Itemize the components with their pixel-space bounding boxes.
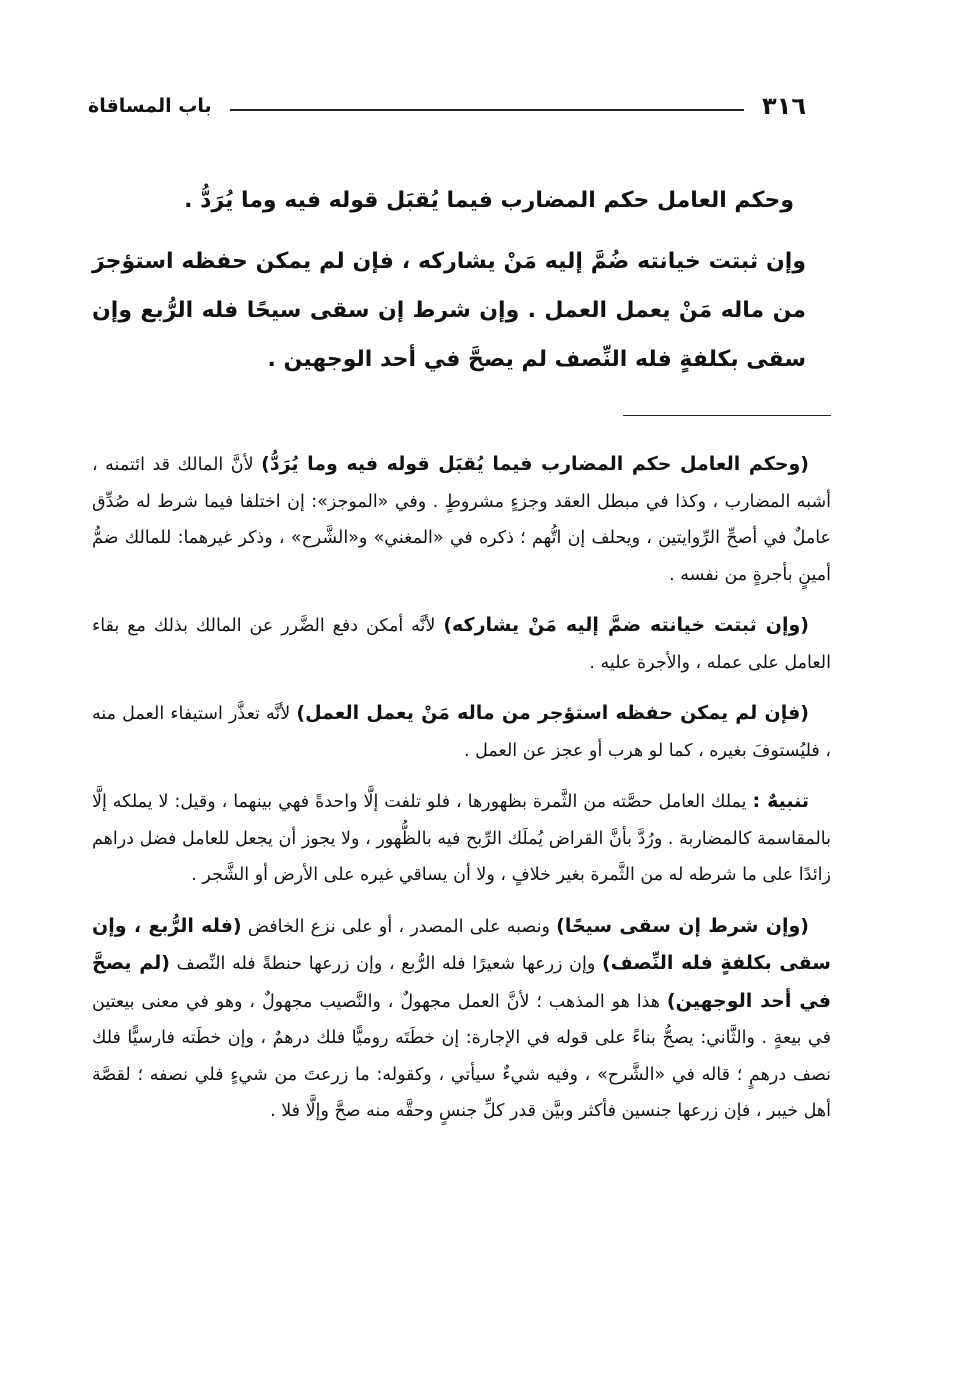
quoted-text: (فإن لم يمكن حفظه استؤجر من ماله مَنْ يعمل العمل): [296, 702, 809, 724]
main-text-paragraph: وحكم العامل حكم المضارب فيما يُقبَل قوله فيه وما يُرَدُّ .: [184, 188, 794, 213]
quoted-text: (وحكم العامل حكم المضارب فيما يُقبَل قوله فيه وما يُرَدُّ): [261, 453, 809, 475]
commentary-text: لأنَّه تعذَّر استيفاء العمل منه ، فليُستوفَ بغيره ، كما لو هرب أو عجز عن العمل .: [92, 704, 831, 761]
quoted-text: (فله الرُّبع ، وإن سقى بكلفةٍ فله النِّصف): [92, 914, 831, 974]
commentary-text: هذا هو المذهب ؛ لأنَّ العمل مجهولٌ ، والنَّصيب مجهولٌ ، وهو في معنى بيعتين في بيعةٍ . والثَّاني: يصحُّ بناءً على قوله في الإجارة: إن خطَتَه روميًّا فلك درهمٌ ، وإن خطَته فارسيًّا فلك نصف درهمٍ ؛ قاله في «الشَّرح» ، وفيه شيءٌ سيأتي ، وكقوله: ما زرعتَ من شيءٍ فلي نصفه ؛ لقصَّة أهل خيبر ، فإن زرعها جنسين فأكثر وبيَّن قدر كلِّ جنسٍ وحقَّه منه صحَّ وإلَّا فلا .: [92, 991, 831, 1121]
note-label: تنبيهٌ :: [752, 790, 809, 812]
header-rule: [230, 109, 744, 111]
commentary-paragraph: [92, 695, 831, 769]
commentary-text: يملك العامل حصَّته من الثَّمرة بظهورها ، فلو تلفت إلَّا واحدةً فهي بينهما ، وقيل: لا يملكه إلَّا بالمقاسمة كالمضاربة . ورُدَّ بأنَّ القراض يُملَك الرِّبح فيه بالظُّهور ، ولا يجوز أن يجعل للعامل فضل دراهم زائدًا على ما شرطه له من الثَّمرة بغير خلافٍ ، ولا أن يساقي غيره على الأرض أو الشَّجر .: [92, 792, 831, 885]
commentary-paragraph: [92, 908, 831, 1130]
commentary: [92, 446, 831, 1144]
commentary-text: وإن زرعها شعيرًا فله الرُّبع ، وإن زرعها حنطةً فله النِّصف: [169, 954, 602, 974]
page-header: [88, 86, 806, 126]
commentary-paragraph: [92, 446, 831, 593]
commentary-text: ونصبه على المصدر ، أو على نزع الخافض: [241, 916, 557, 937]
quoted-text: (لم يصحَّ في أحد الوجهين): [92, 952, 831, 1012]
main-text-paragraph: وإن ثبتت خيانته ضُمَّ إليه مَنْ يشاركه ، فإن لم يمكن حفظه استؤجرَ من ماله مَنْ يعمل العمل . وإن شرط إن سقى سيحًا فله الرُّبع وإن سقى بكلفةٍ فله النِّصف لم يصحَّ في أحد الوجهين .: [92, 249, 806, 372]
commentary-text: لأنَّه أمكن دفع الضَّرر عن المالك بذلك مع بقاء العامل على عمله ، والأجرة عليه .: [92, 616, 831, 673]
commentary-paragraph: [92, 783, 831, 894]
quoted-text: (وإن شرط إن سقى سيحًا): [556, 914, 809, 937]
commentary-paragraph: [92, 607, 831, 681]
quoted-text: (وإن ثبتت خيانته ضمَّ إليه مَنْ يشاركه): [443, 614, 809, 636]
chapter-title: باب المساقاة: [88, 95, 212, 117]
main-text: [92, 176, 806, 396]
commentary-text: لأنَّ المالك قد ائتمنه ، أشبه المضارب ، وكذا في مبطل العقد وجزءٍ مشروطٍ . وفي «الموجز»: إن اختلفا فيما شرط له صُدِّق عاملٌ في أصحِّ الرِّوايتين ، ويحلف إن اتُّهم ؛ ذكره في «المغني» و«الشَّرح» ، وذكر غيرهما: للمالك ضمُّ أمينٍ بأجرةٍ من نفسه .: [92, 455, 831, 585]
page-number: ٣١٦: [762, 92, 806, 120]
footnote-divider: [623, 415, 831, 416]
